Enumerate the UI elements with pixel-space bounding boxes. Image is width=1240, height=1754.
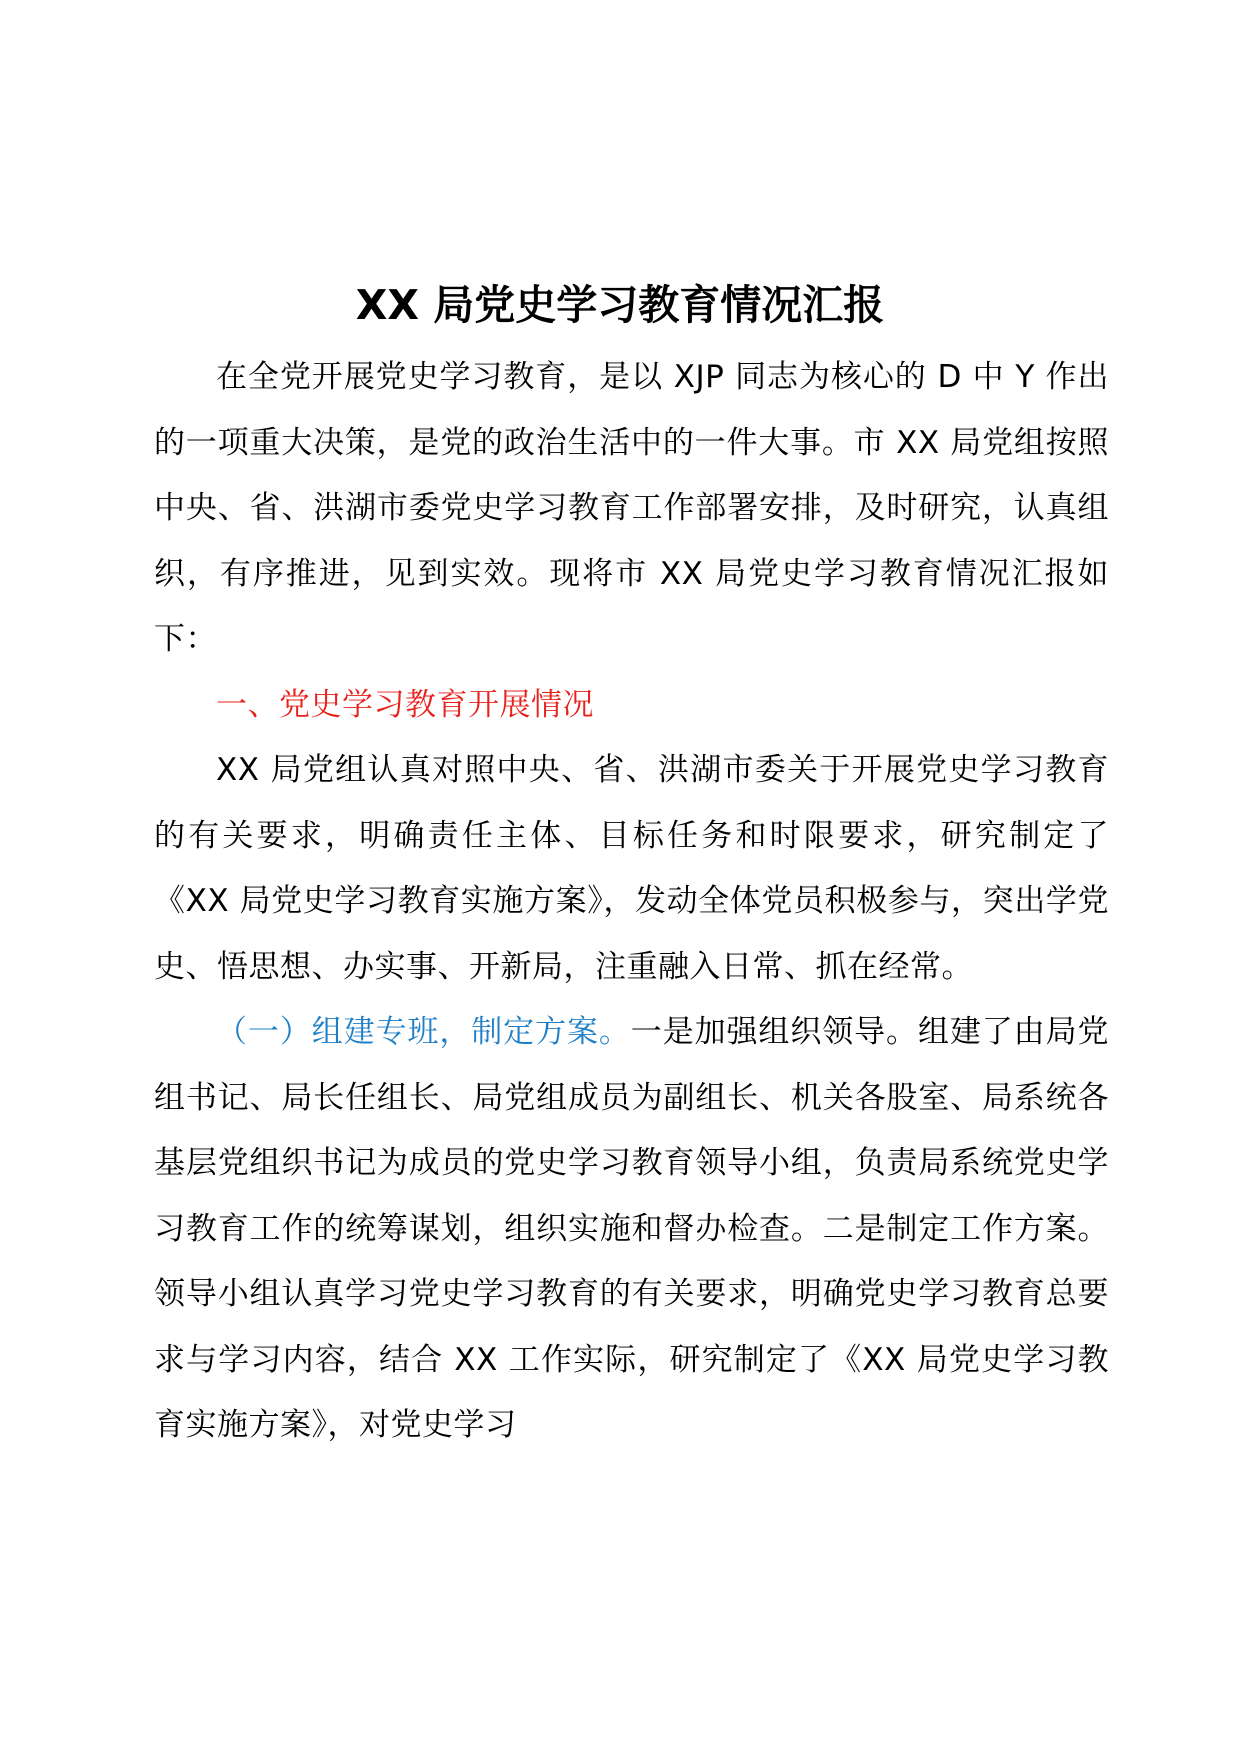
subsection-heading: （一）组建专班，制定方案。	[216, 1014, 631, 1050]
intro-paragraph: 在全党开展党史学习教育，是以 XJP 同志为核心的 D 中 Y 作出的一项重大决策，是党的政治生活中的一件大事。市 XX 局党组按照中央、省、洪湖市委党史学习教育工作部署安排，及时研究，认真组织，有序推进，见到实效。现将市 XX 局党史学习教育情况汇报如下：	[154, 359, 1109, 657]
document-body	[154, 345, 1109, 1459]
document-title: XX 局党史学习教育情况汇报	[355, 281, 885, 330]
subsection-body: 一是加强组织领导。组建了由局党组书记、局长任组长、局党组成员为副组长、机关各股室、局系统各基层党组织书记为成员的党史学习教育领导小组，负责局系统党史学习教育工作的统筹谋划，组织实施和督办检查。二是制定工作方案。领导小组认真学习党史学习教育的有关要求，明确党史学习教育总要求与学习内容，结合 XX 工作实际，研究制定了《XX 局党史学习教育实施方案》，对党史学习	[154, 1014, 1109, 1443]
subsection-paragraph	[154, 1000, 1109, 1459]
section-heading: 一、党史学习教育开展情况	[216, 686, 594, 723]
section-paragraph: XX 局党组认真对照中央、省、洪湖市委关于开展党史学习教育的有关要求，明确责任主体、目标任务和时限要求，研究制定了《XX 局党史学习教育实施方案》，发动全体党员积极参与，突出学党史、悟思想、办实事、开新局，注重融入日常、抓在经常。	[154, 752, 1109, 985]
